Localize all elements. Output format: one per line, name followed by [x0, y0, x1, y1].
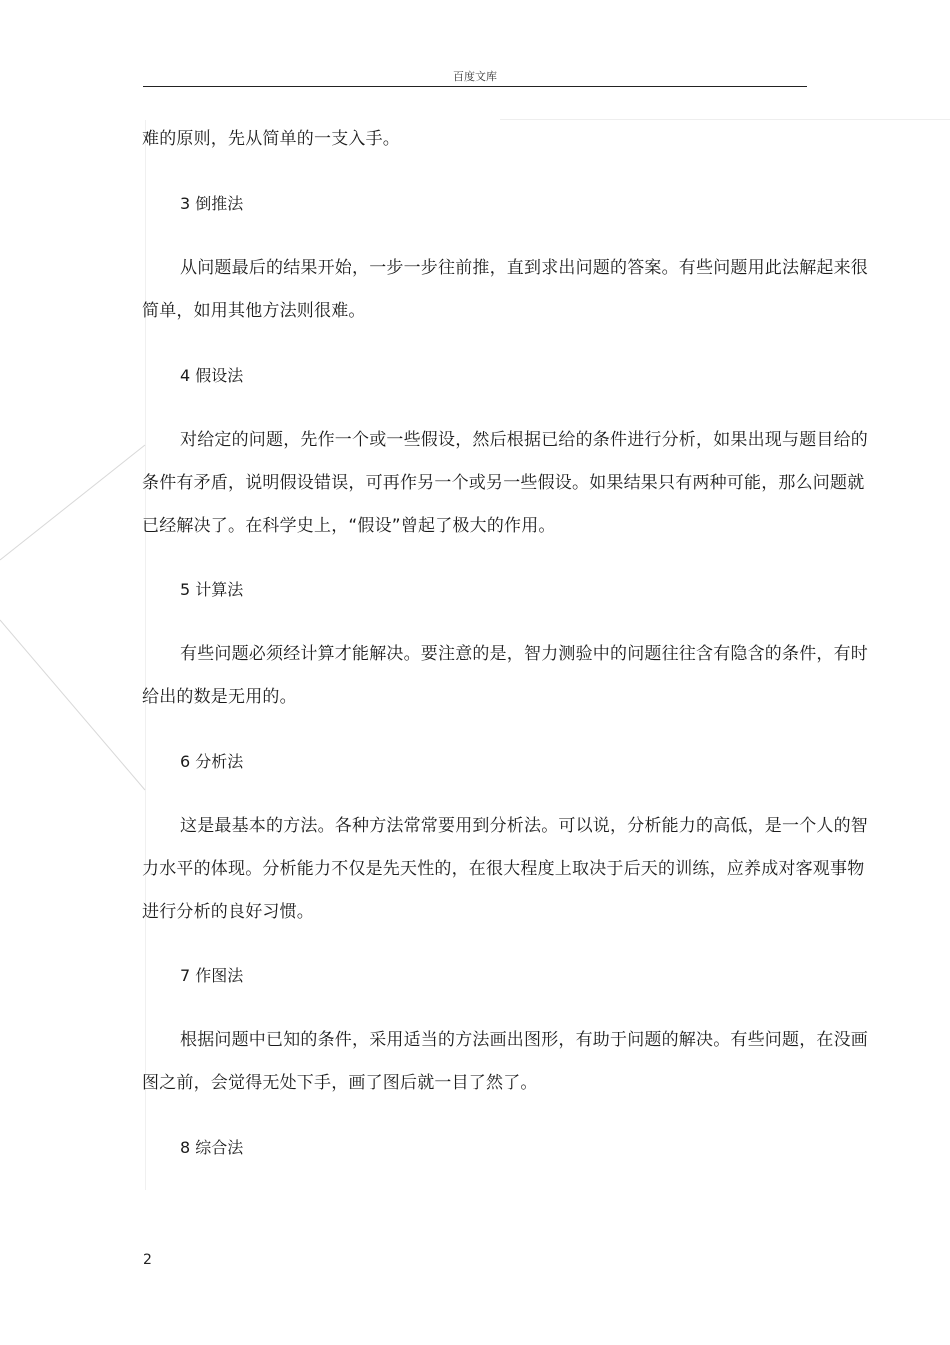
section-heading-5: 5 计算法: [180, 580, 244, 599]
paragraph-line: 简单，如用其他方法则很难。: [142, 301, 366, 321]
paragraph-line: 根据问题中已知的条件，采用适当的方法画出图形，有助于问题的解决。有些问题，在没画: [180, 1030, 868, 1050]
paragraph-line: 条件有矛盾，说明假设错误，可再作另一个或另一些假设。如果结果只有两种可能，那么问题就: [142, 473, 865, 493]
paragraph-line: 进行分析的良好习惯。: [142, 902, 314, 922]
paragraph-line: 从问题最后的结果开始，一步一步往前推，直到求出问题的答案。有些问题用此法解起来很: [180, 258, 868, 278]
paragraph-line: 难的原则，先从简单的一支入手。: [142, 129, 400, 149]
section-heading-6: 6 分析法: [180, 752, 244, 771]
section-heading-7: 7 作图法: [180, 966, 244, 985]
paragraph-line: 这是最基本的方法。各种方法常常要用到分析法。可以说，分析能力的高低，是一个人的智: [180, 816, 868, 836]
section-heading-4: 4 假设法: [180, 366, 244, 385]
paragraph-line: 给出的数是无用的。: [142, 687, 297, 707]
paragraph-line: 力水平的体现。分析能力不仅是先天性的，在很大程度上取决于后天的训练，应养成对客观事物: [142, 859, 865, 879]
header-rule: [143, 86, 807, 87]
paragraph-line: 对给定的问题，先作一个或一些假设，然后根据已给的条件进行分析，如果出现与题目给的: [180, 430, 868, 450]
paragraph-line: 有些问题必须经计算才能解决。要注意的是，智力测验中的问题往往含有隐含的条件，有时: [180, 644, 868, 664]
page-fold-decoration: [0, 430, 150, 800]
paragraph-line: 已经解决了。在科学史上，“假设”曾起了极大的作用。: [142, 516, 556, 536]
faint-rule: [500, 119, 950, 120]
section-heading-3: 3 倒推法: [180, 194, 244, 213]
section-heading-8: 8 综合法: [180, 1138, 244, 1157]
paragraph-line: 图之前，会觉得无处下手，画了图后就一目了然了。: [142, 1073, 538, 1093]
page-number: 2: [143, 1252, 152, 1268]
header-title: 百度文库: [453, 70, 497, 83]
